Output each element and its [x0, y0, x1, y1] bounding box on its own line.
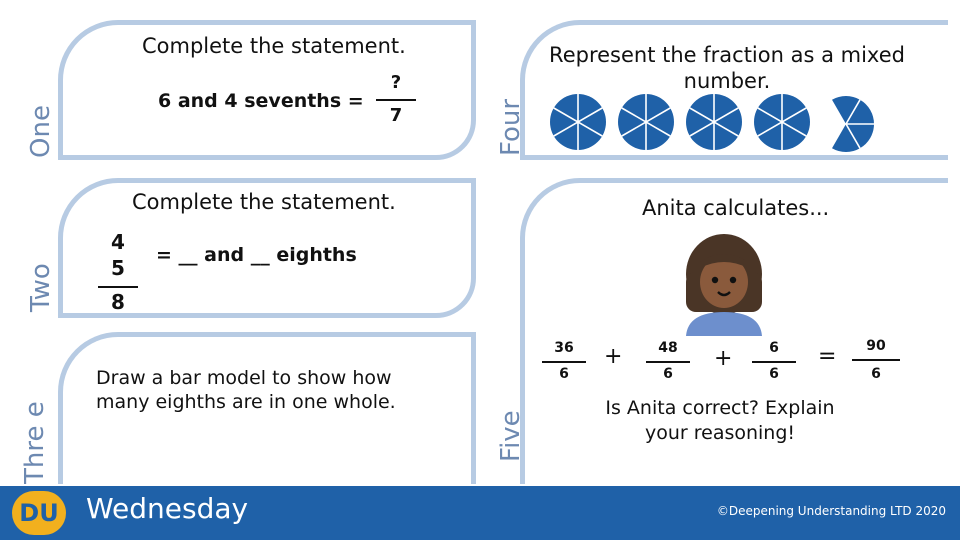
calc-term-2-denominator: 6 [663, 366, 673, 382]
calc-operator-3: = [818, 344, 837, 369]
panel-one-fraction-bar [376, 99, 416, 101]
panel-two-title: Complete the statement. [132, 190, 396, 214]
panel-one-numerator: ? [390, 72, 402, 93]
calc-result-denominator: 6 [871, 366, 881, 382]
calc-result-numerator: 90 [866, 338, 886, 354]
panel-five-question: Is Anita correct? Explain your reasoning! [605, 397, 835, 444]
panel-two-fraction-bar [98, 286, 138, 288]
panel-one-statement: 6 and 4 sevenths = [158, 90, 364, 112]
panel-two-whole: 4 [111, 230, 125, 254]
pie-whole-1-icon [550, 94, 606, 150]
anita-avatar-icon [676, 232, 772, 336]
pie-diagram [540, 90, 880, 154]
calc-term-2-numerator: 48 [658, 340, 678, 356]
pie-whole-2-icon [618, 94, 674, 150]
calc-result-bar [852, 359, 900, 361]
panel-five-label: Five [496, 410, 526, 462]
panel-one-title: Complete the statement. [142, 34, 406, 58]
calc-term-1-numerator: 36 [554, 340, 574, 356]
panel-two-statement: = __ and __ eighths [156, 244, 357, 266]
panel-four-title: Represent the fraction as a mixed number. [549, 43, 905, 93]
calc-term-3-denominator: 6 [769, 366, 779, 382]
panel-three-instruction: Draw a bar model to show how many eighths are in one whole. [96, 367, 396, 413]
calc-term-3-bar [752, 361, 796, 363]
calc-term-1-denominator: 6 [559, 366, 569, 382]
calc-term-1-bar [542, 361, 586, 363]
du-logo: DU [12, 491, 66, 535]
pie-whole-3-icon [686, 94, 742, 150]
calc-operator-2: + [714, 346, 733, 371]
pie-whole-4-icon [754, 94, 810, 150]
panel-one-label: One [26, 105, 56, 158]
panel-five-title: Anita calculates... [642, 196, 830, 220]
panel-three-label: Thre e [20, 401, 50, 484]
panel-one-denominator: 7 [389, 105, 403, 126]
panel-two-numerator: 5 [111, 256, 125, 280]
panel-two-denominator: 8 [111, 290, 125, 314]
day-label: Wednesday [86, 492, 249, 525]
panel-four-label: Four [496, 98, 526, 156]
calc-operator-1: + [604, 344, 623, 369]
panel-two-label: Two [26, 263, 56, 312]
copyright-text: ©Deepening Understanding LTD 2020 [716, 504, 946, 518]
calc-term-3-numerator: 6 [769, 340, 779, 356]
pie-partial-icon [832, 96, 874, 152]
calc-term-2-bar [646, 361, 690, 363]
